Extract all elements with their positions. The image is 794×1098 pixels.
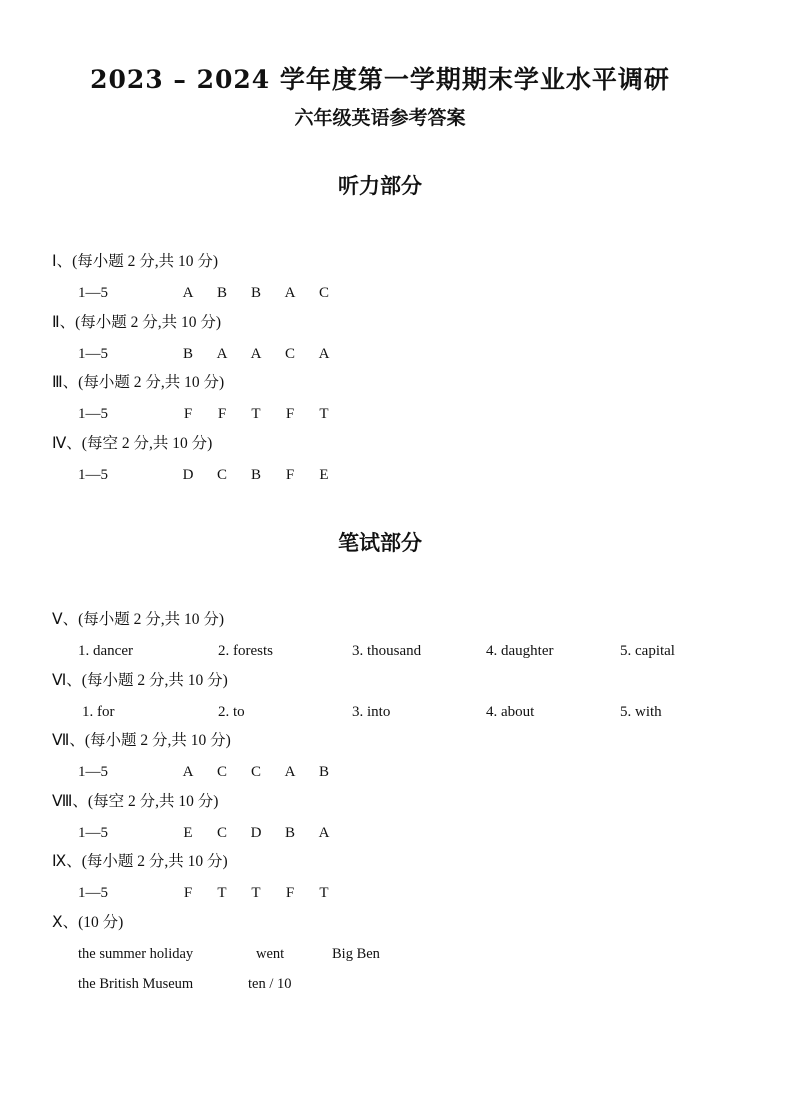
answer-item: T: [251, 406, 261, 422]
answer-word: 2. to: [218, 703, 245, 720]
question-label: Ⅰ、(每小题 2 分,共 10 分): [52, 253, 219, 270]
question-10: [52, 913, 752, 992]
answer-item: B: [182, 345, 193, 362]
question-label: Ⅹ、(10 分): [52, 913, 124, 931]
answer-row: [78, 944, 678, 964]
answer-item: C: [216, 824, 227, 841]
answer-word: the British Museum: [78, 975, 194, 992]
question-label: Ⅶ、(每小题 2 分,共 10 分): [52, 732, 231, 749]
answer-item: C: [250, 764, 261, 780]
question-label: Ⅷ、(每空 2 分,共 10 分): [52, 792, 219, 810]
answer-row: [78, 404, 758, 424]
answer-item: E: [183, 824, 193, 841]
writing-answers: [52, 610, 752, 992]
answer-range: 1—5: [78, 285, 108, 301]
answer-row: [78, 283, 758, 303]
answer-word: Big Ben: [332, 945, 380, 962]
answer-range: 1—5: [78, 885, 108, 901]
answer-range: 1—5: [78, 466, 108, 483]
answer-item: B: [318, 764, 329, 780]
answer-item: T: [319, 406, 329, 422]
answer-row: [78, 344, 758, 364]
question-label: Ⅳ、(每空 2 分,共 10 分): [52, 434, 213, 452]
question-label: Ⅸ、(每小题 2 分,共 10 分): [52, 853, 228, 870]
question-label: Ⅲ、(每小题 2 分,共 10 分): [52, 374, 225, 391]
question-label: Ⅵ、(每小题 2 分,共 10 分): [52, 671, 228, 689]
question-2: [52, 313, 752, 374]
question-9: [52, 852, 752, 913]
answer-row: [78, 762, 758, 782]
answer-item: D: [182, 466, 194, 483]
answer-item: A: [216, 345, 228, 362]
answer-item: T: [217, 885, 227, 901]
answer-item: C: [216, 764, 227, 780]
answer-row: [78, 823, 758, 843]
answer-item: T: [319, 885, 329, 901]
document-title: 2023 – 2024 学年度第一学期期末学业水平调研: [90, 65, 670, 94]
question-6: [52, 671, 752, 732]
answer-item: A: [284, 285, 296, 301]
answer-row: [78, 641, 758, 661]
answer-item: B: [250, 285, 261, 301]
answer-item: F: [285, 885, 295, 901]
answer-item: B: [250, 466, 261, 483]
answer-item: F: [285, 406, 295, 422]
answer-item: E: [319, 466, 329, 483]
answer-word: 3. thousand: [352, 643, 422, 659]
answer-item: F: [183, 406, 193, 422]
answer-item: A: [182, 764, 194, 780]
answer-word: the summer holiday: [78, 945, 194, 962]
question-1: [52, 252, 752, 313]
answer-item: B: [216, 285, 227, 301]
answer-item: A: [318, 824, 330, 841]
answer-range: 1—5: [78, 764, 108, 780]
answer-item: A: [318, 345, 330, 362]
answer-word: 4. about: [486, 703, 535, 720]
answer-item: T: [251, 885, 261, 901]
answer-word: 1. dancer: [78, 643, 133, 659]
answer-item: F: [285, 466, 295, 483]
answer-range: 1—5: [78, 406, 108, 422]
question-3: [52, 373, 752, 434]
question-8: [52, 792, 752, 853]
listening-answers: [52, 252, 752, 494]
answer-item: D: [250, 824, 262, 841]
answer-row: [78, 465, 758, 485]
answer-item: A: [250, 345, 262, 362]
answer-item: F: [183, 885, 193, 901]
answer-row: [78, 883, 758, 903]
answer-row: [78, 974, 678, 994]
answer-range: 1—5: [78, 345, 108, 362]
question-4: [52, 434, 752, 495]
answer-item: B: [284, 824, 295, 841]
document-subtitle: 六年级英语参考答案: [294, 107, 466, 129]
question-label: Ⅴ、(每小题 2 分,共 10 分): [52, 611, 225, 628]
answer-item: F: [217, 406, 227, 422]
answer-word: 1. for: [82, 703, 115, 720]
answer-row: [78, 702, 758, 722]
answer-word: ten / 10: [248, 975, 292, 992]
question-7: [52, 731, 752, 792]
answer-range: 1—5: [78, 824, 108, 841]
question-label: Ⅱ、(每小题 2 分,共 10 分): [52, 313, 222, 331]
answer-item: A: [284, 764, 296, 780]
listening-section-heading: 听力部分: [338, 174, 422, 198]
answer-word: went: [256, 945, 285, 962]
answer-word: 2. forests: [218, 643, 273, 659]
question-5: [52, 610, 752, 671]
answer-item: C: [318, 285, 329, 301]
answer-word: 5. with: [620, 703, 662, 720]
answer-word: 3. into: [352, 703, 391, 720]
answer-word: 5. capital: [620, 643, 675, 659]
answer-item: C: [216, 466, 227, 483]
writing-section-heading: 笔试部分: [338, 531, 422, 555]
answer-item: C: [284, 345, 295, 362]
answer-item: A: [182, 285, 194, 301]
answer-word: 4. daughter: [486, 643, 554, 659]
